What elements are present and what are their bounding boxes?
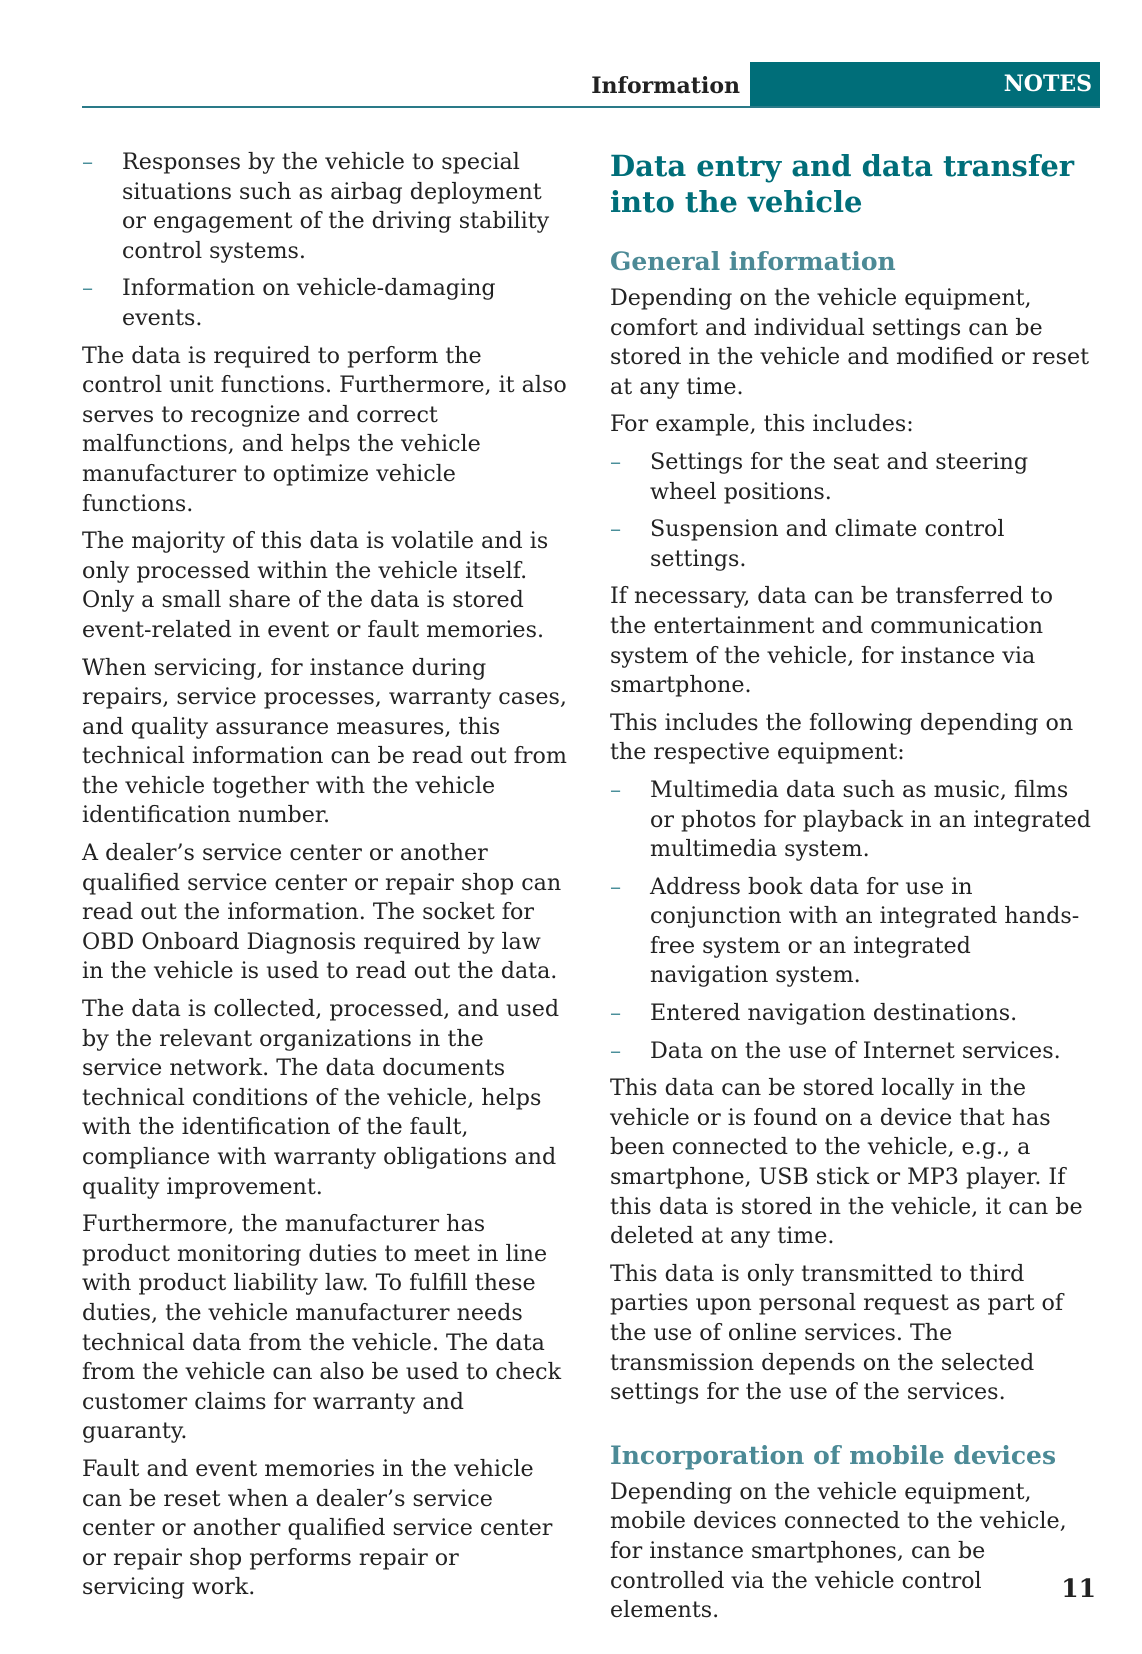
paragraph-example-lead: For example, this includes:: [610, 411, 914, 438]
subheading-mobile-devices: Incorporation of mobile devices: [610, 1440, 1057, 1470]
paragraph-third-parties: This data is only transmitted to third parties upon personal request as part of the use of online services. The transmission depends on the selected settings for the use of the services.: [610, 1260, 1064, 1406]
list-item: – Entered navigation destinations.: [610, 999, 1096, 1029]
paragraph-mobile-devices: Depending on the vehicle equipment, mobile devices connected to the vehicle, for instance smartphones, can be controlled via the vehicle control elements.: [610, 1478, 1067, 1624]
paragraph-memory-reset: Fault and event memories in the vehicle can be reset when a dealer’s service center or another qualified service center or repair shop performs repair or servicing work.: [82, 1455, 553, 1601]
paragraph-service-network: The data is collected, processed, and used by the relevant organizations in the service network. The data documents technical conditions of the vehicle, helps with the identification of the fault, compliance with warranty obligations and quality improvement.: [82, 996, 560, 1200]
paragraph-data-transfer: If necessary, data can be transferred to the entertainment and communication system of the vehicle, for instance via smartphone.: [610, 583, 1053, 699]
dash-bullet-icon: –: [610, 448, 622, 475]
header-divider: [82, 106, 1100, 108]
paragraph-local-storage: This data can be stored locally in the vehicle or is found on a device that has been connected to the vehicle, e.g., a smartphone, USB stick or MP3 player. If this data is stored in the vehicle, it can be deleted at any time.: [610, 1075, 1083, 1250]
list-item: – Information on vehicle-damaging events.: [82, 275, 496, 331]
chapter-tab: [750, 62, 1100, 108]
dash-bullet-icon: –: [610, 516, 622, 543]
paragraph-control-unit: The data is required to perform the control unit functions. Furthermore, it also serves to recognize and correct malfunctions, and helps the vehicle manufacturer to optimize vehicle functions.: [82, 342, 567, 517]
subheading-general-information: General information: [610, 247, 896, 276]
left-column: [82, 148, 568, 1611]
dash-bullet-icon: –: [610, 873, 622, 900]
dash-bullet-icon: –: [82, 275, 94, 302]
list-item: – Data on the use of Internet services.: [610, 1037, 1096, 1067]
dash-bullet-icon: –: [82, 149, 94, 175]
list-item: – Address book data for use in conjunction with an integrated hands-free system or an integrated navigation system.: [610, 873, 1080, 989]
section-title: Information: [591, 73, 740, 99]
event-data-list: [82, 148, 568, 334]
list-item: – Multimedia data such as music, films or photos for playback in an integrated multimedia system.: [610, 776, 1091, 863]
dash-bullet-icon: –: [610, 776, 622, 803]
settings-examples-list: [610, 448, 1096, 574]
section-heading: Data entry and data transfer into the vehicle: [610, 149, 1075, 219]
paragraph-settings-storage: Depending on the vehicle equipment, comfort and individual settings can be stored in the vehicle and modified or reset at any time.: [610, 285, 1090, 400]
paragraph-includes-lead: This includes the following depending on the respective equipment:: [610, 709, 1074, 766]
paragraph-product-monitoring: Furthermore, the manufacturer has product monitoring duties to meet in line with product liability law. To fulfill these duties, the vehicle manufacturer needs technical data from the vehicle. The data from the vehicle can also be used to check customer claims for warranty and guaranty.: [82, 1211, 562, 1445]
chapter-tab-label: NOTES: [1003, 71, 1092, 97]
paragraph-obd-readout: A dealer’s service center or another qualified service center or repair shop can read out the information. The socket for OBD Onboard Diagnosis required by law in the vehicle is used to read out the data.: [82, 840, 562, 985]
right-column: [610, 148, 1096, 1634]
list-item: – Responses by the vehicle to special situations such as airbag deployment or engagement of the driving stability control systems.: [82, 149, 550, 264]
page-number: 11: [1061, 1574, 1096, 1603]
list-item: – Settings for the seat and steering wheel positions.: [610, 448, 1029, 505]
dash-bullet-icon: –: [610, 1000, 622, 1027]
paragraph-servicing: When servicing, for instance during repairs, service processes, warranty cases, and quality assurance measures, this technical information can be read out from the vehicle together with the vehicle identification number.: [82, 654, 567, 829]
transferred-data-list: [610, 776, 1096, 1066]
paragraph-volatile-data: The majority of this data is volatile and is only processed within the vehicle itself. Only a small share of the data is stored event-related in event or fault memories.: [82, 528, 549, 643]
page-header: [82, 62, 1100, 108]
list-item: – Suspension and climate control settings.: [610, 516, 1005, 572]
dash-bullet-icon: –: [610, 1037, 622, 1064]
